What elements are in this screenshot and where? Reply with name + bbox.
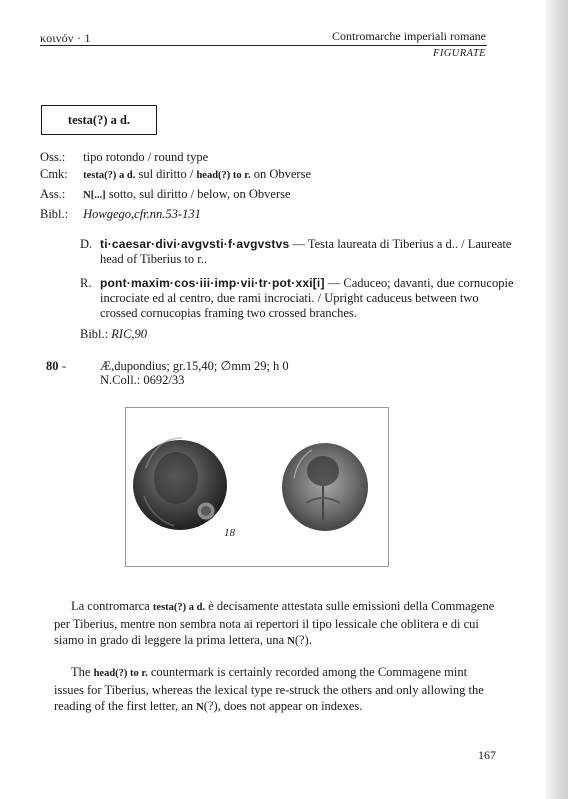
field-cmk-bold-en: head(?) to r. bbox=[196, 170, 251, 181]
it-c: è decisamente attestata sulle emissioni della Commagene bbox=[208, 599, 495, 613]
field-ass-label: Ass.: bbox=[40, 187, 66, 201]
field-ass-text: sotto, sul diritto / below, on Obverse bbox=[108, 187, 291, 201]
en-a: The bbox=[71, 665, 91, 679]
section-subtitle: FIGURATE bbox=[433, 48, 486, 59]
en-line-3b: N bbox=[196, 702, 204, 713]
page-number: 167 bbox=[478, 748, 496, 762]
en-line-2: issues for Tiberius, whereas the lexical type re-struck the others and only allowing the bbox=[54, 683, 484, 697]
it-line-3a: siamo in grado di leggere la prima lettera, una bbox=[54, 633, 285, 647]
running-head-right: Contromarche imperiali romane bbox=[332, 29, 486, 43]
field-cmk bbox=[40, 167, 311, 182]
obverse-legend: ti·caesar·divi·avgvsti·f·avgvstvs bbox=[100, 237, 290, 251]
paragraph-italian bbox=[54, 598, 497, 650]
en-line-3c: (?), does not appear on indexes. bbox=[203, 699, 363, 713]
coin-photo bbox=[126, 408, 388, 566]
it-a: La contromarca bbox=[71, 599, 150, 613]
obverse-description bbox=[100, 237, 512, 267]
it-line-3b: N bbox=[287, 636, 295, 647]
obverse-key: D. bbox=[80, 237, 93, 251]
field-oss-text: tipo rotondo / round type bbox=[83, 150, 209, 164]
field-cmk-bold-it: testa(?) a d. bbox=[83, 170, 136, 181]
descriptions-bibl bbox=[80, 327, 147, 342]
coin-photo-frame bbox=[125, 407, 389, 567]
header-rule bbox=[40, 45, 487, 46]
paragraph-english bbox=[54, 664, 497, 716]
entry-metrology: Æ,dupondius; gr.15,40; ∅mm 29; h 0 bbox=[100, 359, 289, 373]
reverse-line-3: crossed cornucopias framing two crossed branches. bbox=[100, 306, 357, 320]
it-line-3c: (?). bbox=[294, 633, 312, 647]
field-oss-label: Oss.: bbox=[40, 150, 66, 164]
catalog-number: 80 bbox=[46, 359, 59, 373]
countermark-type-box bbox=[41, 105, 157, 135]
countermark-type-label: testa(?) a d. bbox=[67, 113, 131, 127]
reverse-key: R. bbox=[80, 276, 92, 290]
descriptions-bibl-text: RIC,90 bbox=[111, 327, 148, 341]
obverse-line-2: head of Tiberius to r.. bbox=[100, 252, 207, 266]
reverse-line-1: — Caduceo; davanti, due cornucopie bbox=[327, 276, 514, 290]
field-bibl bbox=[40, 207, 201, 222]
photo-label: 18 bbox=[224, 527, 235, 539]
obverse-coin-image bbox=[133, 438, 227, 530]
field-ass-letters: N[...] bbox=[83, 190, 106, 201]
field-bibl-label: Bibl.: bbox=[40, 207, 69, 221]
field-cmk-end: on Obverse bbox=[253, 167, 312, 181]
obverse-line-1: — Testa laureata di Tiberius a d.. / Laureate bbox=[292, 237, 512, 251]
en-line-3a: reading of the first letter, an bbox=[54, 699, 194, 713]
running-head-left: κοινόν · 1 bbox=[40, 31, 91, 45]
it-b: testa(?) a d. bbox=[152, 602, 206, 613]
page-edge-shadow bbox=[546, 0, 568, 799]
field-oss bbox=[40, 150, 208, 165]
reverse-description bbox=[100, 276, 514, 321]
field-cmk-mid: sul diritto / bbox=[138, 167, 194, 181]
catalog-dash: - bbox=[62, 359, 67, 373]
it-line-2: per Tiberius, mentre non sembra nota ai repertori il tipo lessicale che oblitera e di cui bbox=[54, 617, 479, 631]
en-c: countermark is certainly recorded among the Commagene mint bbox=[150, 665, 468, 679]
descriptions-bibl-label: Bibl.: bbox=[80, 327, 109, 341]
reverse-legend: pont·maxim·cos·iii·imp·vii·tr·pot·xxi[i] bbox=[100, 276, 325, 290]
reverse-line-2: incrociate ed al centro, due rami incrociati. / Upright caduceus between two bbox=[100, 291, 479, 305]
en-b: head(?) to r. bbox=[93, 668, 148, 679]
field-bibl-text: Howgego,cfr.nn.53-131 bbox=[83, 207, 201, 221]
field-cmk-label: Cmk: bbox=[40, 167, 68, 181]
field-ass bbox=[40, 187, 291, 202]
entry-collection: N.Coll.: 0692/33 bbox=[100, 373, 185, 387]
reverse-coin-image bbox=[282, 443, 368, 531]
